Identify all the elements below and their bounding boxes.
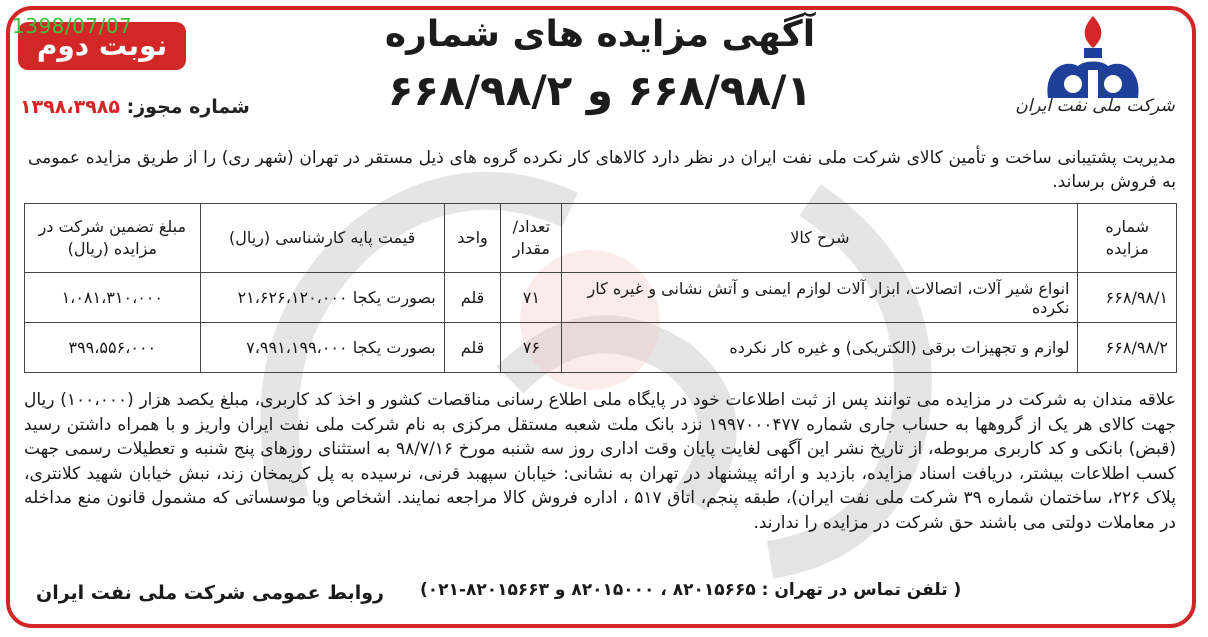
header-base-price: قیمت پایه کارشناسی (ریال): [200, 204, 444, 273]
auction-items-table: [24, 203, 1177, 373]
conditions-paragraph: علاقه مندان به شرکت در مزایده می توانند پس از ثبت اطلاعات خود در پایگاه ملی اطلاع رسانی مناقصات کشور و اخذ کد کاربری، مبلغ یکصد هزار (۱۰۰،۰۰۰) ریال جهت کالای هر یک از گروهها به حساب جاری شماره ۱۹۹۷۰۰۰۴۷۷ نزد بانک ملت شعبه مستقل مرکزی به نام شرکت ملی نفت ایران واریز و با همراه داشتن رسید (قبض) بانکی و کد کاربری مربوطه، از تاریخ نشر این آگهی لغایت پایان وقت اداری روز سه شنبه مورخ ۹۸/۷/۱۶ به استثنای روزهای پنج شنبه و تعطیلات رسمی جهت کسب اطلاعات بیشتر، دریافت اسناد مزایده، بازدید و ارائه پیشنهاد در تهران به نشانی: خیابان سپهبد قرنی، نرسیده به پل کریمخان زند، نبش خیابان شهید کلانتری، پلاک ۲۲۶، ساختمان شماره ۳۹ شرکت ملی نفت ایران)، طبقه پنجم، اتاق ۵۱۷ ، اداره فروش کالا مراجعه نمایند. اشخاص ویا موسساتی که مشمول قانون منع مداخله در معاملات دولتی می باشند حق شرکت در مزایده را ندارند.: [24, 390, 1176, 533]
cell-quantity: ۷۱: [501, 273, 562, 323]
cell-unit: قلم: [444, 273, 501, 323]
permit-number: [20, 96, 250, 118]
round-badge: نوبت دوم: [18, 22, 186, 70]
permit-value: ۱۳۹۸،۳۹۸۵: [20, 96, 120, 118]
cell-description: انواع شیر آلات، اتصالات، ابزار آلات لوازم ایمنی و آتش نشانی و غیره کار نکرده: [562, 273, 1078, 323]
cell-auction-number: ۶۶۸/۹۸/۱: [1078, 273, 1177, 323]
cell-deposit: ۱،۰۸۱،۳۱۰،۰۰۰: [25, 273, 201, 323]
cell-base-price: بصورت یکجا ۲۱،۶۲۶،۱۲۰،۰۰۰: [200, 273, 444, 323]
cell-unit: قلم: [444, 323, 501, 373]
table-row: [25, 273, 1177, 323]
cell-quantity: ۷۶: [501, 323, 562, 373]
intro-paragraph: مدیریت پشتیبانی ساخت و تأمین کالای شرکت ملی نفت ایران در نظر دارد کالاهای کار نکرده گروه های ذیل مستقر در تهران (شهر ری) را از طریق مزایده عمومی به فروش برساند.: [28, 148, 1176, 192]
logo-caption: شرکت ملی نفت ایران: [1015, 96, 1175, 116]
footer-signature: روابط عمومی شرکت ملی نفت ایران: [36, 582, 384, 604]
header-description: شرح کالا: [562, 204, 1078, 273]
header-auction-number: شماره مزایده: [1078, 204, 1177, 273]
cell-base-price: بصورت یکجا ۷،۹۹۱،۱۹۹،۰۰۰: [200, 323, 444, 373]
table-row: [25, 323, 1177, 373]
header-quantity: تعداد/ مقدار: [501, 204, 562, 273]
cell-deposit: ۳۹۹،۵۵۶،۰۰۰: [25, 323, 201, 373]
ad-title: آگهی مزایده های شماره: [384, 14, 816, 55]
header-deposit: مبلغ تضمین شرکت در مزایده (ریال): [25, 204, 201, 273]
auction-numbers: ۶۶۸/۹۸/۱ و ۶۶۸/۹۸/۲: [387, 66, 813, 115]
cell-auction-number: ۶۶۸/۹۸/۲: [1078, 323, 1177, 373]
permit-label: شماره مجوز:: [126, 96, 250, 118]
cell-description: لوازم و تجهیزات برقی (الکتریکی) و غیره کار نکرده: [562, 323, 1078, 373]
contact-phones: ( تلفن تماس در تهران : ۸۲۰۱۵۶۶۵ ، ۸۲۰۱۵۰۰۰ و ۸۲۰۱۵۶۶۳-۰۲۱): [420, 580, 962, 600]
publication-date-stamp: 1398/07/07: [12, 14, 133, 38]
table-header-row: [25, 204, 1177, 273]
header-unit: واحد: [444, 204, 501, 273]
